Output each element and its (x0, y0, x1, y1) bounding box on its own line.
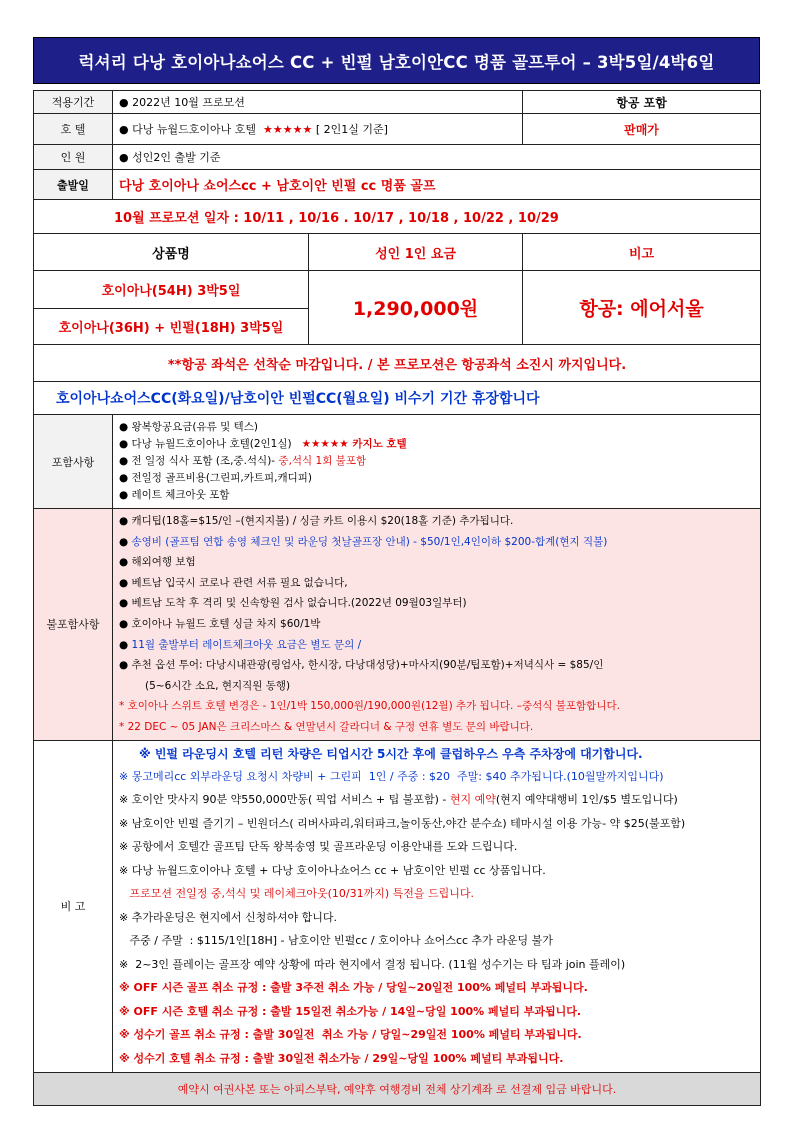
list-item: ● 송영비 (골프팀 연합 송영 체크인 및 라운딩 첫날골프장 안내) - $50/1인,4인이하 $200-합계(현지 직불) (119, 535, 608, 548)
footer-notice: 예약시 여권사본 또는 아피스부탁, 예약후 여행경비 전체 상기계좌 로 선결제 입금 바랍니다. (34, 1073, 761, 1106)
departure-label: 출발일 (34, 170, 113, 200)
airline-remark: 항공: 에어서울 (523, 271, 761, 345)
list-item: ● 캐디팁(18홀=$15/인 –(현지지불) / 싱글 카트 이용시 $20(18홀 기준) 추가됩니다. (119, 515, 514, 527)
list-item: ● 레이트 체크아웃 포함 (119, 489, 230, 501)
sale-price-label: 판매가 (523, 114, 761, 145)
header-product: 상품명 (34, 234, 309, 271)
people-label: 인 원 (34, 145, 113, 170)
notice-row-1 (34, 345, 761, 382)
price-value: 1,290,000원 (309, 271, 523, 345)
remark-text: ※ 몽고메리cc 외부라운딩 요청시 차량비 + 그린피 1인 / 주중 : $20 주말: $40 추가됩니다.(10월말까지입니다) (119, 769, 664, 783)
remark-text: 프로모션 전일정 중,석식 및 레이체크아웃(10/31까지) 특전을 드립니다. (119, 887, 475, 901)
hotel-label: 호 텔 (34, 114, 113, 145)
hotel-value: ● 다낭 뉴월드호이아나 호텔 ★★★★★ [ 2인1실 기준] (113, 114, 523, 145)
remark-line (119, 835, 754, 859)
remark-line (119, 976, 754, 1000)
remark-text: ※ 추가라운딩은 현지에서 신청하셔야 합니다. (119, 910, 337, 924)
remark-text: ※ 성수기 골프 취소 규정 : 출발 30일전 취소 가능 / 당일~29일전 100% 페널티 부과됩니다. (119, 1028, 582, 1042)
remark-line (119, 953, 754, 977)
seat-notice: **항공 좌석은 선착순 마감입니다. / 본 프로모션은 항공좌석 소진시 까지입니다. (34, 345, 761, 382)
airfare-included: 항공 포함 (523, 91, 761, 114)
promo-dates-row (34, 200, 761, 234)
product-name: 호이아나(54H) 3박5일 (34, 271, 309, 309)
remark-text: 주중 / 주말 : $115/1인[18H] - 남호이안 빈펄cc / 호이아나 쇼어스cc 추가 라운딩 불가 (119, 934, 553, 948)
list-item: ● 추천 옵션 투어: 다낭시내관광(링엄사, 한시장, 다낭대성당)+마사지(90분/팁포함)+저녁식사 = $85/인 (119, 659, 604, 672)
departure-value: 다낭 호이아나 쇼어스cc + 남호이안 빈펄 cc 명품 골프 (113, 170, 761, 200)
remark-line (119, 765, 754, 789)
people-row (34, 145, 761, 170)
remark-text: ※ 빈펄 라운딩시 호텔 리턴 차량은 티업시간 5시간 후에 클럽하우스 우측 주차장에 대기합니다. (139, 746, 643, 761)
list-item: ● 11월 출발부터 레이트체크아웃 요금은 별도 문의 / (119, 638, 362, 651)
header-remark: 비고 (523, 234, 761, 271)
product-row-1 (34, 271, 761, 309)
remark-text: ※ 호이안 맛사지 90분 약550,000만동( 픽업 서비스 + 팁 불포함) - (119, 793, 450, 807)
remark-text: ※ 2~3인 플레이는 골프장 예약 상황에 따라 현지에서 결정 됩니다. (11월 성수기는 타 팀과 join 플레이) (119, 957, 626, 971)
tour-table (33, 90, 761, 1106)
period-label: 적용기간 (34, 91, 113, 114)
period-value: ● 2022년 10월 프로모션 (113, 91, 523, 114)
list-item: ● 해외여행 보험 (119, 556, 196, 569)
people-value: ● 성인2인 출발 기준 (113, 145, 761, 170)
remark-text: (현지 예약대행비 1인/$5 별도입니다) (495, 793, 678, 807)
closure-notice: 호이아나쇼어스CC(화요일)/남호이안 빈펄CC(월요일) 비수기 기간 휴장합니다 (34, 382, 761, 415)
header-price: 성인 1인 요금 (309, 234, 523, 271)
notice-row-2 (34, 382, 761, 415)
remark-line (119, 882, 754, 906)
list-item: ● 전일정 골프비용(그린피,카트피,캐디피) (119, 472, 312, 484)
remark-text: ※ 다낭 뉴월드호이아나 호텔 + 다낭 호이아나쇼어스 cc + 남호이안 빈펄 cc 상품입니다. (119, 863, 546, 877)
remark-line (119, 929, 754, 953)
red-note: * 호이아나 스위트 호텔 변경은 - 1인/1박 150,000원/190,000원(12월) 추가 됩니다. –중석식 불포함합니다. (119, 700, 620, 713)
list-item: ● 전 일정 식사 포함 (조,중.석식)- 중,석식 1회 불포함 (119, 455, 367, 467)
period-row (34, 91, 761, 114)
included-label: 포함사항 (34, 415, 113, 509)
included-list (113, 415, 761, 509)
star-rating: ★★★★★ (263, 123, 313, 136)
remark-text: ※ 성수기 호텔 취소 규정 : 출발 30일전 취소가능 / 29일~당일 100% 페널티 부과됩니다. (119, 1051, 564, 1065)
footer-row (34, 1073, 761, 1106)
remarks-row (34, 740, 761, 1073)
red-note: * 22 DEC ~ 05 JAN은 크리스마스 & 연말년시 갈라디너 & 구정 연휴 별도 문의 바랍니다. (119, 720, 534, 733)
remark-text: ※ OFF 시즌 호텔 취소 규정 : 출발 15일전 취소가능 / 14일~당일 100% 페널티 부과됩니다. (119, 1004, 581, 1018)
promo-dates: 10월 프로모션 일자 : 10/11 , 10/16 . 10/17 , 10/18 , 10/22 , 10/29 (34, 200, 761, 234)
remark-line (119, 1023, 754, 1047)
excluded-label: 불포함사항 (34, 509, 113, 741)
excluded-list (113, 509, 761, 741)
remark-text: ※ 남호이안 빈펄 즐기기 – 빈원더스( 리버사파리,워터파크,놀이동산,야간 분수쇼) 테마시설 이용 가능- 약 $25(불포함) (119, 816, 686, 830)
remark-text: 현지 예약 (449, 793, 496, 807)
list-item: ● 베트남 도착 후 격리 및 신속항원 검사 없습니다.(2022년 09월03일부터) (119, 597, 467, 610)
remark-text: ※ 공항에서 호텔간 골프팀 단독 왕복송영 및 골프라운딩 이용안내를 도와 드립니다. (119, 840, 518, 854)
remark-line (119, 812, 754, 836)
remarks-label: 비 고 (34, 740, 113, 1073)
product-name: 호이아나(36H) + 빈펄(18H) 3박5일 (34, 309, 309, 345)
remark-line (119, 1047, 754, 1071)
list-item: ● 베트남 입국시 코로나 관련 서류 필요 없습니다, (119, 576, 348, 589)
hotel-row (34, 114, 761, 145)
remark-line (119, 859, 754, 883)
excluded-row (34, 509, 761, 741)
remark-line (119, 906, 754, 930)
departure-row (34, 170, 761, 200)
page-title: 럭셔리 다낭 호이아나쇼어스 CC + 빈펄 남호이안CC 명품 골프투어 – 3박5일/4박6일 (33, 37, 760, 84)
remark-text: ※ OFF 시즌 골프 취소 규정 : 출발 3주전 취소 가능 / 당일~20일전 100% 페널티 부과됩니다. (119, 981, 588, 995)
tour-sheet (33, 37, 760, 1106)
remark-line (119, 1000, 754, 1024)
remark-line (119, 743, 754, 765)
price-header-row (34, 234, 761, 271)
list-item: ● 호이아나 뉴월드 호텔 싱글 차지 $60/1박 (119, 617, 321, 630)
list-item-continuation: (5~6시간 소요, 현지직원 동행) (145, 679, 291, 692)
included-row (34, 415, 761, 509)
list-item: ● 다낭 뉴월드호이아나 호텔(2인1실) ★★★★★ 카지노 호텔 (119, 438, 407, 450)
list-item: ● 왕복항공요금(유류 및 텍스) (119, 421, 258, 433)
remark-line (119, 788, 754, 812)
remarks-list (113, 740, 761, 1073)
